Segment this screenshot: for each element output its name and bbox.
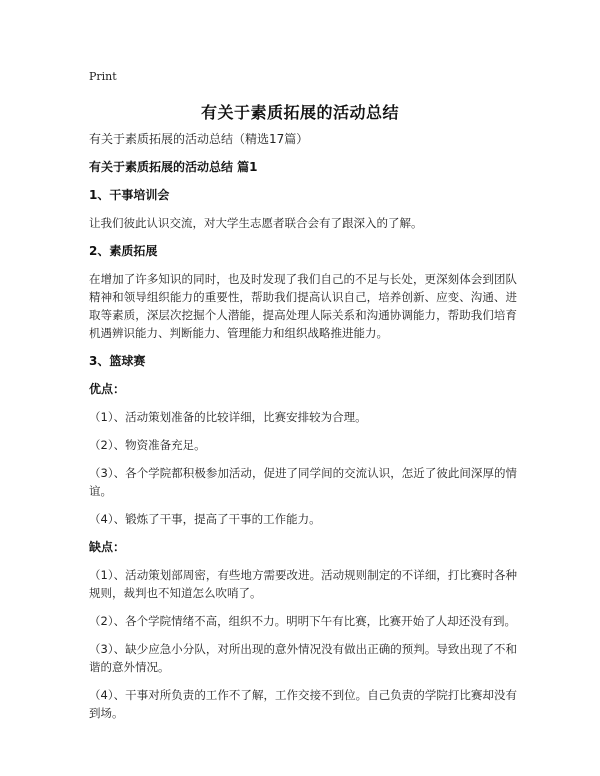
sec3-heading: 3、篮球赛: [89, 354, 146, 368]
sec1-text: 让我们彼此认识交流，对大学生志愿者联合会有了跟深入的了解。: [89, 216, 423, 230]
cons-item: （4）、干事对所负责的工作不了解，工作交接不到位。自己负责的学院打比赛却没有到场。: [89, 688, 517, 720]
pros-item: （3）、各个学院都积极参加活动，促进了同学间的交流认识，怎近了彼此间深厚的情谊。: [89, 466, 517, 498]
cons-item: （3）、缺少应急小分队，对所出现的意外情况没有做出正确的预判。导致出现了不和谐的意外情况。: [89, 642, 517, 674]
pros-item: （1）、活动策划准备的比较详细，比赛安排较为合理。: [89, 410, 367, 424]
cons-item: （1）、活动策划部周密，有些地方需要改进。活动规则制定的不详细，打比赛时各种规则，裁判也不知道怎么吹哨了。: [89, 568, 517, 600]
sec1-heading: 1、干事培训会: [89, 188, 170, 202]
cons-label: 缺点：: [89, 540, 126, 554]
pros-item: （2）、物资准备充足。: [89, 438, 206, 452]
cons-item: （2）、各个学院情绪不高，组织不力。明明下午有比赛，比赛开始了人却还没有到。: [89, 614, 517, 628]
sec2-heading: 2、素质拓展: [89, 244, 158, 258]
sec2-text: 在增加了许多知识的同时，也及时发现了我们自己的不足与长处，更深刻体会到团队精神和领导组织能力的重要性，帮助我们提高认识自己，培养创新、应变、沟通、进取等素质，深层次挖掘个人潜能，提高处理人际关系和沟通协调能力，帮助我们培育机遇辨识能力、判断能力、管理能力和组织战略推进能力。: [89, 272, 517, 340]
section-heading: 有关于素质拓展的活动总结 篇1: [89, 160, 258, 174]
print-label: Print: [89, 70, 117, 83]
pros-label: 优点：: [89, 382, 126, 396]
document-subtitle: 有关于素质拓展的活动总结（精选17篇）: [89, 132, 309, 146]
document-body: [89, 130, 517, 732]
pros-item: （4）、锻炼了干事，提高了干事的工作能力。: [89, 512, 321, 526]
document-title: 有关于素质拓展的活动总结: [200, 103, 399, 122]
